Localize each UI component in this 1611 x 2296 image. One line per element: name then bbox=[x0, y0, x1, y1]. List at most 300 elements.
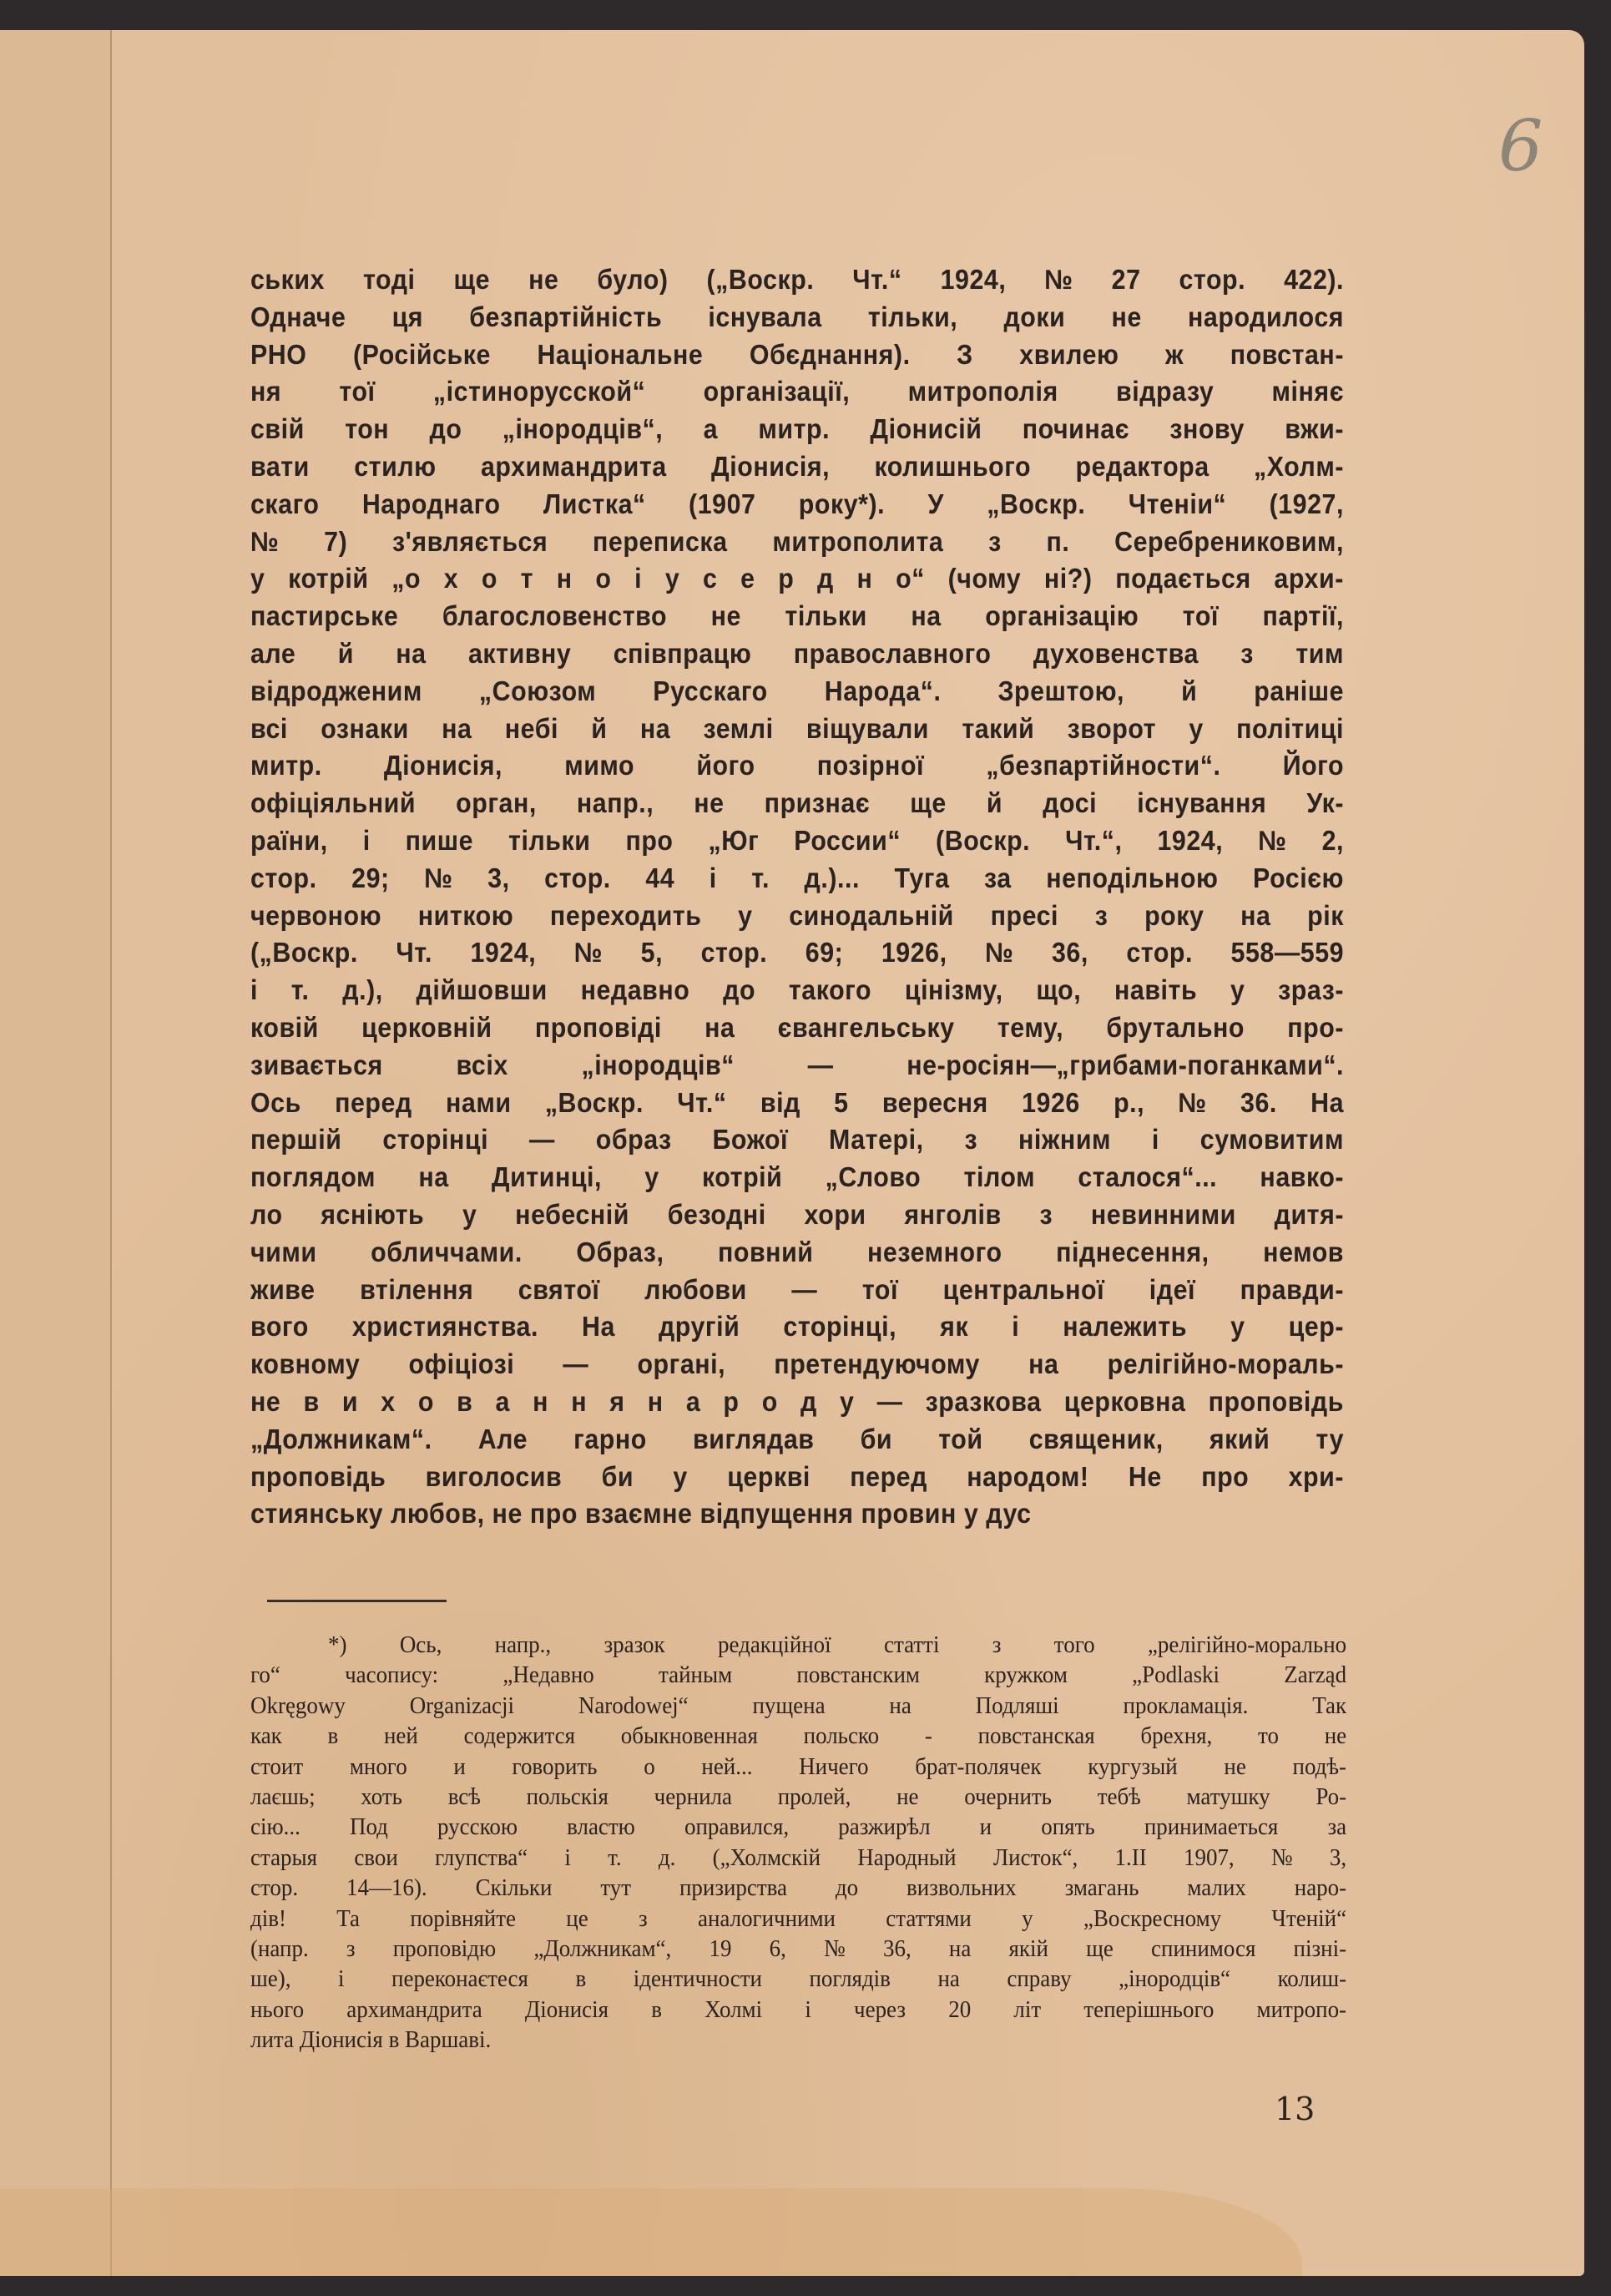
word: такого bbox=[788, 974, 872, 1006]
word: мимо bbox=[564, 750, 635, 781]
word: не bbox=[250, 1385, 281, 1417]
word: митрополія bbox=[907, 376, 1058, 407]
word: правди- bbox=[1240, 1273, 1345, 1305]
word: проповідю bbox=[392, 1935, 497, 1963]
word: Холмі bbox=[704, 1995, 763, 2023]
word: починає bbox=[1022, 413, 1130, 445]
body-line bbox=[250, 448, 1344, 486]
word: у bbox=[839, 1385, 855, 1417]
word: піднесення, bbox=[1056, 1236, 1210, 1267]
word: і bbox=[1012, 1311, 1020, 1343]
word: першій bbox=[250, 1124, 342, 1156]
word: офіціяльний bbox=[250, 787, 417, 819]
word: претендуючому bbox=[774, 1348, 980, 1380]
word: („Холмскій bbox=[712, 1843, 821, 1871]
word: 5 bbox=[834, 1086, 849, 1118]
word: тон bbox=[345, 413, 390, 445]
word: й bbox=[986, 787, 1003, 819]
word: 7) bbox=[324, 525, 348, 557]
word: р bbox=[723, 1385, 740, 1417]
word: року*). bbox=[798, 488, 886, 519]
word: поглядів bbox=[809, 1965, 891, 1993]
word: активну bbox=[467, 637, 572, 669]
word: на bbox=[911, 600, 942, 632]
word: у bbox=[462, 1198, 477, 1230]
word: не bbox=[710, 600, 741, 632]
word: сію... bbox=[250, 1813, 300, 1841]
footnote-line bbox=[250, 1843, 1346, 1873]
word: офіціозі bbox=[408, 1348, 515, 1380]
word: Ось, bbox=[399, 1631, 442, 1658]
word: який bbox=[1209, 1423, 1270, 1454]
word: ця bbox=[391, 301, 424, 332]
word: 14—16). bbox=[346, 1874, 427, 1902]
word: з bbox=[988, 525, 1002, 557]
word: святої bbox=[518, 1273, 600, 1305]
word: на bbox=[948, 1935, 972, 1963]
word: Okręgowy bbox=[250, 1692, 346, 1719]
word: християнства. bbox=[351, 1311, 538, 1343]
word: нього bbox=[250, 1995, 305, 2023]
word: (1927, bbox=[1269, 488, 1344, 519]
word: церковна bbox=[1063, 1385, 1186, 1417]
word: безодні bbox=[667, 1198, 766, 1230]
word: чернила bbox=[654, 1783, 732, 1811]
footnote-line: лита Діонисія в Варшаві. bbox=[250, 2026, 492, 2054]
word: співпрацю bbox=[613, 637, 752, 669]
word: *) bbox=[328, 1631, 347, 1658]
word: а bbox=[495, 1385, 510, 1417]
word: політиці bbox=[1236, 712, 1345, 744]
word: священик, bbox=[1028, 1423, 1164, 1454]
word: статті bbox=[884, 1631, 940, 1658]
word: обличчами. bbox=[371, 1236, 523, 1267]
word: на bbox=[639, 712, 671, 744]
word: — bbox=[876, 1385, 903, 1417]
word: принимаеться bbox=[1144, 1813, 1279, 1841]
body-text bbox=[250, 261, 1344, 1533]
word: Одначе bbox=[250, 301, 346, 332]
word: образ bbox=[595, 1124, 672, 1156]
body-line bbox=[250, 1308, 1344, 1346]
word: русскою bbox=[437, 1813, 518, 1841]
word: за bbox=[984, 862, 1012, 893]
word: скаго bbox=[250, 488, 320, 519]
word: тебѣ bbox=[1097, 1783, 1141, 1811]
word: подається bbox=[1115, 563, 1251, 594]
word: релігійно-мораль- bbox=[1107, 1348, 1345, 1380]
word: р., bbox=[1114, 1086, 1145, 1118]
word: оправился, bbox=[684, 1813, 790, 1841]
word: Narodowej“ bbox=[578, 1692, 689, 1719]
word: про- bbox=[1287, 1011, 1345, 1043]
word: проповіді bbox=[534, 1011, 662, 1043]
word: Обєднання). bbox=[749, 338, 911, 370]
word: Але bbox=[477, 1423, 528, 1454]
word: відразу bbox=[1116, 376, 1215, 407]
word: („Воскр. bbox=[706, 264, 815, 295]
word: колишнього bbox=[874, 450, 1032, 482]
word: пущена bbox=[752, 1692, 826, 1719]
word: т. bbox=[290, 974, 310, 1006]
word: стор. bbox=[250, 862, 317, 893]
word: № bbox=[250, 525, 280, 557]
footnote-line bbox=[250, 1812, 1346, 1842]
word: справу bbox=[1007, 1965, 1072, 1993]
word: духовенства bbox=[1033, 637, 1199, 669]
word: архимандрита bbox=[480, 450, 667, 482]
word: Ук- bbox=[1306, 787, 1345, 819]
word: Листка“ bbox=[543, 488, 646, 519]
word: в bbox=[575, 1965, 587, 1993]
word: Діонисія, bbox=[383, 750, 502, 781]
word: нами bbox=[446, 1086, 512, 1118]
word: через bbox=[854, 1995, 907, 2023]
word: у bbox=[644, 1161, 659, 1193]
word: 558—559 bbox=[1230, 937, 1345, 968]
word: на bbox=[937, 1965, 960, 1993]
word: тоді bbox=[363, 264, 416, 295]
word: Под bbox=[349, 1813, 388, 1841]
word: „Воскресному bbox=[1083, 1904, 1222, 1932]
word: Ничего bbox=[799, 1752, 869, 1780]
word: тільки bbox=[508, 824, 591, 856]
word: стоит bbox=[250, 1752, 304, 1780]
body-line bbox=[250, 972, 1344, 1009]
word: с bbox=[702, 563, 718, 594]
word: міняє bbox=[1271, 376, 1345, 407]
word: й bbox=[591, 712, 608, 744]
word: д bbox=[800, 1385, 817, 1417]
word: ковному bbox=[250, 1348, 361, 1380]
word: дитя- bbox=[1274, 1198, 1345, 1230]
word: повстанская bbox=[977, 1722, 1095, 1750]
word: кургузый bbox=[1088, 1752, 1178, 1780]
word: це bbox=[566, 1904, 588, 1932]
word: е bbox=[740, 563, 755, 594]
body-line bbox=[250, 299, 1344, 336]
word: котрій bbox=[288, 563, 369, 594]
word: содержится bbox=[463, 1722, 576, 1750]
word: брутально bbox=[1106, 1011, 1245, 1043]
body-line bbox=[250, 486, 1344, 523]
word: Серебрениковим, bbox=[1114, 525, 1344, 557]
word: о bbox=[761, 1385, 778, 1417]
previous-page-edge bbox=[0, 30, 112, 2276]
word: вжи- bbox=[1285, 413, 1345, 445]
word: 1924, bbox=[470, 937, 537, 968]
word: до bbox=[723, 974, 756, 1006]
word: На bbox=[1311, 1086, 1345, 1118]
word: „Воскр. bbox=[987, 488, 1086, 519]
word: н bbox=[647, 1385, 664, 1417]
word: 1924, bbox=[1157, 824, 1224, 856]
word: о bbox=[644, 1752, 655, 1780]
word: „Воскр. bbox=[544, 1086, 644, 1118]
word: проповідь bbox=[250, 1460, 386, 1492]
word: как bbox=[250, 1722, 282, 1750]
word: ще bbox=[1086, 1935, 1114, 1963]
body-line bbox=[250, 1159, 1344, 1196]
word: № bbox=[1178, 1086, 1207, 1118]
word: навіть bbox=[1114, 974, 1198, 1006]
word: зраз- bbox=[1278, 974, 1345, 1006]
body-line bbox=[250, 747, 1344, 785]
word: „Юг bbox=[708, 824, 760, 856]
word: сталося“... bbox=[1078, 1161, 1218, 1193]
word: повстанским bbox=[796, 1661, 920, 1689]
word: сторінці bbox=[382, 1124, 489, 1156]
word: „інородців“ bbox=[1119, 1965, 1231, 1993]
word: 69; bbox=[805, 937, 844, 968]
word: 36, bbox=[1051, 937, 1088, 968]
handwritten-page-mark: 6 bbox=[1498, 105, 1543, 187]
word: „інородців“ bbox=[581, 1049, 735, 1080]
word: євангельську bbox=[777, 1011, 955, 1043]
body-line bbox=[250, 673, 1344, 711]
word: н bbox=[856, 563, 873, 594]
word: напр., bbox=[494, 1631, 552, 1658]
word: існувала bbox=[708, 301, 822, 332]
word: невинними bbox=[1090, 1198, 1236, 1230]
body-line bbox=[250, 1196, 1344, 1234]
word: організації, bbox=[703, 376, 851, 407]
word: літ bbox=[1013, 1995, 1042, 2023]
word: на bbox=[442, 712, 472, 744]
word: поглядом bbox=[250, 1161, 376, 1193]
word: Діонисія bbox=[524, 1995, 609, 2023]
word: хри- bbox=[1288, 1460, 1345, 1492]
word: д.), bbox=[342, 974, 383, 1006]
word: у bbox=[250, 563, 265, 594]
footnote bbox=[250, 1630, 1346, 2056]
word: знову bbox=[1169, 413, 1245, 445]
word: Скільки bbox=[475, 1874, 553, 1902]
word: „Должникам“. bbox=[250, 1423, 432, 1454]
word: ту bbox=[1316, 1423, 1345, 1454]
word: в bbox=[457, 1385, 473, 1417]
word: якій bbox=[1008, 1935, 1048, 1963]
word: органі, bbox=[637, 1348, 726, 1380]
word: архи- bbox=[1274, 563, 1344, 594]
word: не bbox=[1111, 301, 1142, 332]
word: Національне bbox=[537, 338, 704, 370]
word: стор. bbox=[250, 1874, 299, 1902]
word: з bbox=[964, 1124, 978, 1156]
word: митрополита bbox=[772, 525, 944, 557]
word: з bbox=[1240, 637, 1254, 669]
word: до bbox=[835, 1874, 859, 1902]
word: і bbox=[250, 974, 258, 1006]
word: у bbox=[1230, 1311, 1245, 1343]
word: 44 bbox=[645, 862, 675, 893]
word: польско bbox=[803, 1722, 880, 1750]
footnote-line bbox=[250, 1873, 1346, 1903]
word: теперішнього bbox=[1083, 1995, 1215, 2023]
word: до bbox=[429, 413, 462, 445]
word: не bbox=[1324, 1722, 1347, 1750]
word: ня bbox=[250, 376, 282, 407]
word: На bbox=[582, 1311, 615, 1343]
word: в bbox=[303, 1385, 320, 1417]
word: з bbox=[1039, 1198, 1053, 1230]
word: і bbox=[338, 1965, 345, 1993]
word: Чт.“ bbox=[852, 264, 902, 295]
body-line bbox=[250, 785, 1344, 822]
word: д.)... bbox=[804, 862, 860, 893]
word: вого bbox=[250, 1311, 309, 1343]
word: змагань bbox=[1064, 1874, 1139, 1902]
word: призирства bbox=[679, 1874, 788, 1902]
word: № bbox=[985, 937, 1014, 968]
word: цер- bbox=[1288, 1311, 1344, 1343]
word: и bbox=[341, 1385, 359, 1417]
word: з bbox=[639, 1904, 648, 1932]
word: ідентичности bbox=[633, 1965, 762, 1993]
footnote-line bbox=[250, 1691, 1346, 1721]
word: ней bbox=[384, 1722, 418, 1750]
word: брат-полячек bbox=[915, 1752, 1042, 1780]
word: у bbox=[673, 1460, 688, 1492]
word: на bbox=[889, 1692, 912, 1719]
word: а bbox=[685, 1385, 701, 1417]
body-line bbox=[250, 1047, 1344, 1085]
word: Zarząd bbox=[1284, 1661, 1347, 1689]
word: „інородців“, bbox=[502, 413, 664, 445]
word: тему, bbox=[997, 1011, 1064, 1043]
word: (Воскр. bbox=[936, 824, 1031, 856]
word: вересня bbox=[881, 1086, 988, 1118]
word: 6, bbox=[769, 1935, 786, 1963]
word: Чтеніи“ bbox=[1128, 488, 1227, 519]
word: — bbox=[563, 1348, 589, 1380]
word: недавно bbox=[580, 974, 690, 1006]
word: визвольних bbox=[907, 1874, 1017, 1902]
word: России“ bbox=[794, 824, 901, 856]
word: матушку bbox=[1186, 1783, 1270, 1811]
word: ниткою bbox=[417, 899, 514, 931]
body-line bbox=[250, 1346, 1344, 1383]
word: з bbox=[992, 1631, 1002, 1658]
word: о“ bbox=[896, 563, 925, 594]
word: ознаки bbox=[321, 712, 409, 744]
word: на bbox=[396, 637, 427, 669]
word: подѣ- bbox=[1292, 1752, 1347, 1780]
word: тої bbox=[339, 376, 376, 407]
word: всі bbox=[250, 712, 288, 744]
word: стилю bbox=[354, 450, 437, 482]
body-line bbox=[250, 635, 1344, 673]
word: живе bbox=[250, 1273, 316, 1305]
word: Чт. bbox=[396, 937, 432, 968]
word: пізні- bbox=[1293, 1935, 1347, 1963]
word: переходить bbox=[549, 899, 702, 931]
word: много bbox=[349, 1752, 407, 1780]
word: на bbox=[1028, 1348, 1059, 1380]
footnote-rule bbox=[267, 1600, 447, 1602]
word: відродженим bbox=[250, 675, 422, 706]
word: т bbox=[520, 563, 534, 594]
word: цінізму, bbox=[904, 974, 1003, 1006]
word: досі bbox=[1043, 787, 1098, 819]
body-line bbox=[250, 898, 1344, 935]
word: благословенство bbox=[442, 600, 668, 632]
word: ней... bbox=[701, 1752, 753, 1780]
word: його bbox=[696, 750, 755, 781]
word: статтями bbox=[886, 1904, 972, 1932]
word: і bbox=[362, 824, 371, 856]
word: 3, bbox=[487, 862, 510, 893]
word: 1924, bbox=[940, 264, 1007, 295]
word: митр. bbox=[758, 413, 831, 445]
word: церковній bbox=[361, 1011, 492, 1043]
word: спинимося bbox=[1151, 1935, 1256, 1963]
word: Діонисій bbox=[870, 413, 982, 445]
word: було) bbox=[597, 264, 669, 295]
word: („Воскр. bbox=[250, 937, 358, 968]
word: на bbox=[1240, 899, 1271, 931]
word: Божої bbox=[712, 1124, 789, 1156]
word: чими bbox=[250, 1236, 317, 1267]
body-line bbox=[250, 261, 1344, 299]
word: тої bbox=[861, 1273, 899, 1305]
word: № bbox=[1258, 824, 1287, 856]
body-line bbox=[250, 1009, 1344, 1047]
word: Образ, bbox=[576, 1236, 664, 1267]
word: 422). bbox=[1284, 264, 1345, 295]
body-line bbox=[250, 523, 1344, 561]
word: Русскаго bbox=[653, 675, 768, 706]
word: „безпартійности“. bbox=[986, 750, 1221, 781]
word: н bbox=[571, 1385, 588, 1417]
word: би bbox=[601, 1460, 634, 1492]
word: землі bbox=[703, 712, 774, 744]
word: центральної bbox=[942, 1273, 1105, 1305]
word: небі bbox=[504, 712, 559, 744]
word: (напр. bbox=[250, 1935, 309, 1963]
word: всѣ bbox=[447, 1783, 481, 1811]
word: и bbox=[453, 1752, 466, 1780]
word: організацію bbox=[985, 600, 1139, 632]
word: Подляші bbox=[975, 1692, 1059, 1719]
word: У bbox=[927, 488, 944, 519]
body-line bbox=[250, 1272, 1344, 1309]
word: Його bbox=[1282, 750, 1345, 781]
word: той bbox=[938, 1423, 983, 1454]
word: Росією bbox=[1253, 862, 1345, 893]
word: 36. bbox=[1240, 1086, 1277, 1118]
word: напр., bbox=[576, 787, 654, 819]
word: партії, bbox=[1262, 600, 1345, 632]
footnote-line bbox=[250, 1630, 1346, 1660]
word: пролей, bbox=[777, 1783, 851, 1811]
word: д. bbox=[658, 1843, 676, 1871]
word: зворот bbox=[1067, 712, 1157, 744]
word: про bbox=[625, 824, 674, 856]
footnote-line bbox=[250, 1904, 1346, 1934]
word: й bbox=[1181, 675, 1198, 706]
word: вати bbox=[250, 450, 310, 482]
word: дійшовши bbox=[416, 974, 548, 1006]
word: архимандрита bbox=[346, 1995, 482, 2023]
word: належить bbox=[1063, 1311, 1188, 1343]
word: з'являється bbox=[391, 525, 548, 557]
word: втілення bbox=[360, 1273, 474, 1305]
word: в bbox=[327, 1722, 339, 1750]
word: раніше bbox=[1254, 675, 1345, 706]
word: навко- bbox=[1260, 1161, 1345, 1193]
word: д bbox=[816, 563, 834, 594]
